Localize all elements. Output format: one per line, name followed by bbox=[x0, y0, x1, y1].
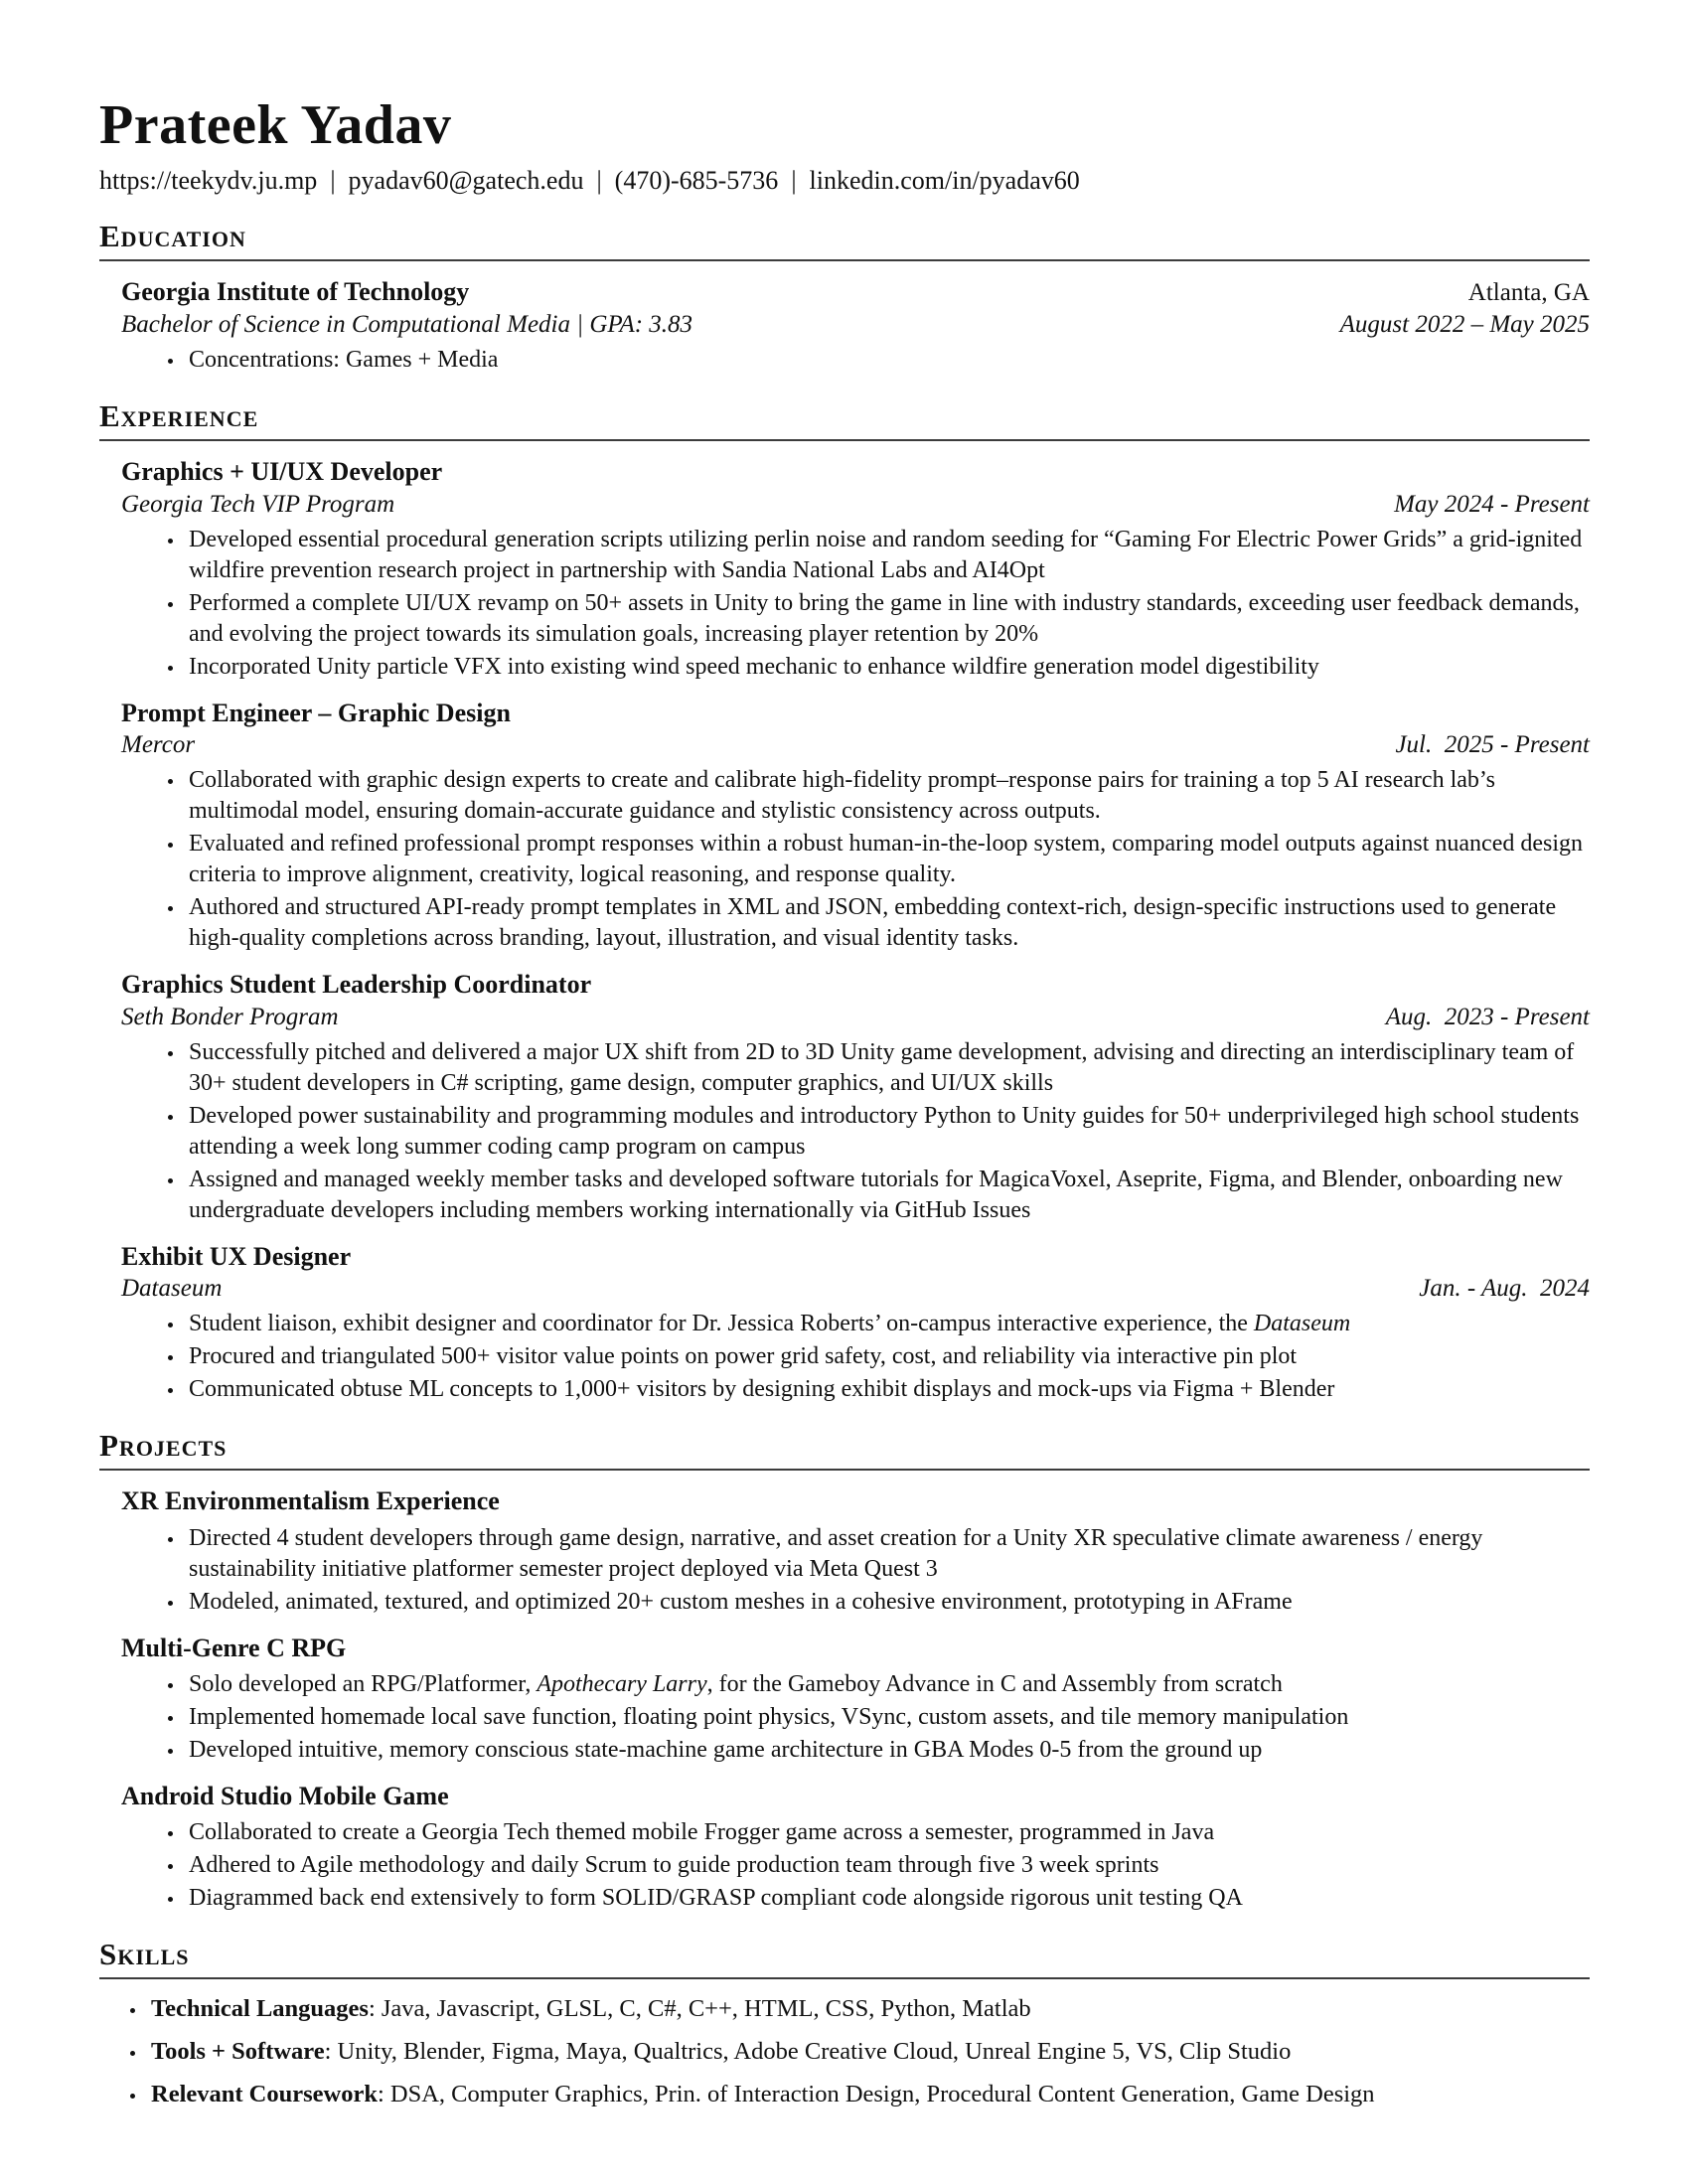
job-dates: Jan. - Aug. 2024 bbox=[1419, 1275, 1590, 1303]
bullet-item: • Communicated obtuse ML concepts to 1,000+ visitors by designing exhibit displays and mock-ups via Figma + Blender bbox=[185, 1374, 1590, 1405]
section-experience bbox=[99, 399, 1590, 1405]
job-title: Prompt Engineer – Graphic Design bbox=[121, 698, 511, 727]
contact-line bbox=[99, 165, 1590, 196]
bullet-item: • Adhered to Agile methodology and daily Scrum to guide production team through five 3 week sprints bbox=[185, 1850, 1590, 1881]
section-heading-education: Education bbox=[99, 220, 1590, 261]
page-title: Prateek Yadav bbox=[99, 94, 452, 156]
skill-value: : Java, Javascript, GLSL, C, C#, C++, HTML, CSS, Python, Matlab bbox=[368, 1995, 1031, 2023]
project-entry bbox=[121, 1633, 1590, 1766]
job-dates: Jul. 2025 - Present bbox=[1395, 731, 1590, 759]
bullet-item: • Collaborated with graphic design experts to create and calibrate high-fidelity prompt–response pairs for training a top 5 AI research lab’s multimodal model, ensuring domain-accurate guidance and stylistic consistency across outputs. bbox=[185, 765, 1590, 827]
section-education bbox=[99, 220, 1590, 376]
contact-separator: | bbox=[596, 166, 602, 195]
bullet-item: • Modeled, animated, textured, and optimized 20+ custom meshes in a cohesive environment, prototyping in AFrame bbox=[185, 1587, 1590, 1618]
bullet-text: Solo developed an RPG/Platformer, bbox=[189, 1671, 537, 1698]
bullet-item: • Developed power sustainability and programming modules and introductory Python to Unity guides for 50+ underprivileged high school students attending a week long summer coding camp program on campus bbox=[185, 1101, 1590, 1163]
job-organization: Dataseum bbox=[121, 1275, 223, 1303]
bullet-item: • Procured and triangulated 500+ visitor value points on power grid safety, cost, and reliability via interactive pin plot bbox=[185, 1341, 1590, 1372]
job-title: Exhibit UX Designer bbox=[121, 1241, 352, 1271]
project-bullet-list bbox=[121, 1669, 1590, 1766]
job-title: Graphics Student Leadership Coordinator bbox=[121, 970, 592, 1000]
job-organization: Seth Bonder Program bbox=[121, 1003, 339, 1030]
contact-phone: (470)-685-5736 bbox=[614, 166, 779, 195]
skill-item bbox=[147, 1993, 1590, 2025]
bullet-text: Student liaison, exhibit designer and coordinator for Dr. Jessica Roberts’ on-campus interactive experience, the bbox=[189, 1311, 1254, 1337]
project-title: Android Studio Mobile Game bbox=[121, 1781, 449, 1810]
job-bullet-list bbox=[121, 525, 1590, 683]
bullet-text: , for the Gameboy Advance in C and Assembly from scratch bbox=[706, 1671, 1283, 1698]
experience-entry bbox=[121, 456, 1590, 683]
skill-item bbox=[147, 2079, 1590, 2110]
bullet-item: • Authored and structured API-ready prompt templates in XML and JSON, embedding context-rich, design-specific instructions used to generate high-quality completions across branding, layout, illustration, and visual identity tasks. bbox=[185, 892, 1590, 954]
section-skills bbox=[99, 1938, 1590, 2110]
project-entry bbox=[121, 1781, 1590, 1914]
section-heading-experience: Experience bbox=[99, 399, 1590, 441]
project-entry bbox=[121, 1485, 1590, 1617]
contact-email: pyadav60@gatech.edu bbox=[348, 166, 584, 195]
contact-separator: | bbox=[791, 166, 797, 195]
job-title: Graphics + UI/UX Developer bbox=[121, 457, 443, 487]
bullet-item: • Concentrations: Games + Media bbox=[185, 345, 1590, 376]
skill-label: Relevant Coursework bbox=[151, 2081, 378, 2108]
skill-value: : DSA, Computer Graphics, Prin. of Interaction Design, Procedural Content Generation, Game Design bbox=[377, 2081, 1375, 2108]
experience-entry bbox=[121, 1241, 1590, 1406]
job-bullet-list bbox=[121, 1037, 1590, 1226]
education-entry bbox=[121, 276, 1590, 376]
contact-separator: | bbox=[330, 166, 336, 195]
job-bullet-list bbox=[121, 765, 1590, 954]
degree-line: Bachelor of Science in Computational Media | GPA: 3.83 bbox=[121, 310, 693, 338]
project-title: XR Environmentalism Experience bbox=[121, 1486, 500, 1516]
bullet-item: • Performed a complete UI/UX revamp on 50+ assets in Unity to bring the game in line with industry standards, exceeding user feedback demands, and evolving the project towards its simulation goals, increasing player retention by 20% bbox=[185, 588, 1590, 650]
experience-entry bbox=[121, 969, 1590, 1225]
education-dates: August 2022 – May 2025 bbox=[1339, 310, 1590, 338]
bullet-item bbox=[185, 1309, 1590, 1339]
bullet-item: • Collaborated to create a Georgia Tech themed mobile Frogger game across a semester, programmed in Java bbox=[185, 1817, 1590, 1848]
skill-value: : Unity, Blender, Figma, Maya, Qualtrics, Adobe Creative Cloud, Unreal Engine 5, VS, Clip Studio bbox=[324, 2038, 1292, 2066]
bullet-item: • Developed essential procedural generation scripts utilizing perlin noise and random seeding for “Gaming For Electric Power Grids” a grid-ignited wildfire prevention research project in partnership with Sandia National Labs and AI4Opt bbox=[185, 525, 1590, 586]
skill-item bbox=[147, 2036, 1590, 2068]
contact-linkedin: linkedin.com/in/pyadav60 bbox=[809, 166, 1080, 195]
bullet-item: • Successfully pitched and delivered a major UX shift from 2D to 3D Unity game development, advising and directing an interdisciplinary team of 30+ student developers in C# scripting, game design, computer graphics, and UI/UX skills bbox=[185, 1037, 1590, 1099]
project-title: Multi-Genre C RPG bbox=[121, 1633, 347, 1662]
job-bullet-list bbox=[121, 1309, 1590, 1405]
contact-website: https://teekydv.ju.mp bbox=[99, 166, 318, 195]
education-bullet-list bbox=[121, 345, 1590, 376]
bullet-item bbox=[185, 1669, 1590, 1700]
section-heading-skills: Skills bbox=[99, 1938, 1590, 1979]
skill-label: Tools + Software bbox=[151, 2038, 325, 2066]
project-bullet-list bbox=[121, 1817, 1590, 1914]
section-heading-projects: Projects bbox=[99, 1429, 1590, 1471]
school-location: Atlanta, GA bbox=[1467, 279, 1590, 307]
bullet-item: • Evaluated and refined professional prompt responses within a robust human-in-the-loop system, comparing model outputs against nuanced design criteria to improve alignment, creativity, logical reasoning, and response quality. bbox=[185, 829, 1590, 890]
project-bullet-list bbox=[121, 1523, 1590, 1618]
job-dates: Aug. 2023 - Present bbox=[1385, 1003, 1590, 1030]
bullet-item: • Diagrammed back end extensively to form SOLID/GRASP compliant code alongside rigorous unit testing QA bbox=[185, 1883, 1590, 1914]
skill-label: Technical Languages bbox=[151, 1995, 369, 2023]
job-dates: May 2024 - Present bbox=[1394, 490, 1590, 518]
bullet-item: • Incorporated Unity particle VFX into existing wind speed mechanic to enhance wildfire generation model digestibility bbox=[185, 652, 1590, 683]
experience-entry bbox=[121, 698, 1590, 954]
bullet-text-italic: Dataseum bbox=[1253, 1311, 1351, 1337]
job-organization: Georgia Tech VIP Program bbox=[121, 490, 395, 518]
bullet-item: • Assigned and managed weekly member tasks and developed software tutorials for MagicaVoxel, Aseprite, Figma, and Blender, onboarding new undergraduate developers including members working internationally via GitHub Issues bbox=[185, 1165, 1590, 1226]
bullet-item: • Developed intuitive, memory conscious state-machine game architecture in GBA Modes 0-5 from the ground up bbox=[185, 1735, 1590, 1766]
bullet-text-italic: Apothecary Larry bbox=[537, 1671, 707, 1698]
job-organization: Mercor bbox=[121, 731, 196, 759]
skills-list bbox=[99, 1993, 1590, 2110]
bullet-item: • Directed 4 student developers through game design, narrative, and asset creation for a Unity XR speculative climate awareness / energy sustainability initiative platformer semester project deployed via Meta Quest 3 bbox=[185, 1523, 1590, 1585]
section-projects bbox=[99, 1429, 1590, 1914]
school-name: Georgia Institute of Technology bbox=[121, 277, 470, 307]
bullet-item: • Implemented homemade local save function, floating point physics, VSync, custom assets, and tile memory manipulation bbox=[185, 1702, 1590, 1733]
